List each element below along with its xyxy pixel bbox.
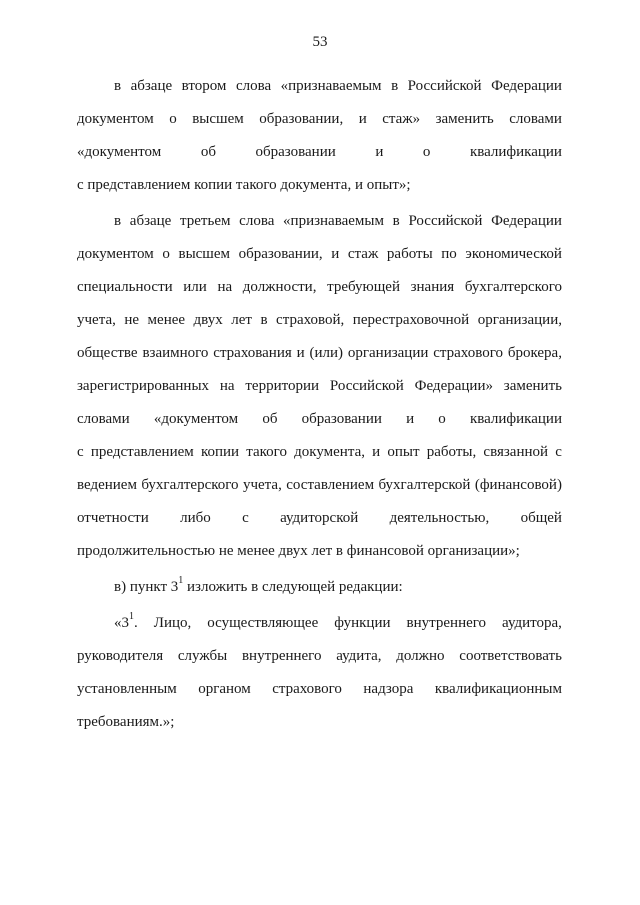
word: Федерации: [491, 78, 562, 94]
word: копии: [200, 444, 240, 460]
word: установленным: [77, 681, 177, 697]
word: абзаце: [130, 78, 173, 94]
paragraph-group: [77, 70, 562, 568]
text-line: [77, 205, 562, 238]
word: (или): [309, 345, 344, 361]
word: о: [169, 111, 177, 127]
word: организации,: [477, 312, 562, 328]
word: или: [183, 279, 207, 295]
word: бухгалтерской: [378, 477, 471, 493]
word: документом: [77, 246, 154, 262]
word: общей: [520, 510, 562, 526]
word: опыт: [387, 444, 420, 460]
word: органом: [198, 681, 251, 697]
word: втором: [181, 78, 227, 94]
word: руководителя: [77, 648, 164, 664]
word: требующей: [327, 279, 400, 295]
word: страховой,: [276, 312, 345, 328]
word: либо: [180, 510, 211, 526]
word: специальности: [77, 279, 173, 295]
text-line: [77, 370, 562, 403]
item-line: [77, 571, 562, 604]
text-line: [77, 673, 562, 706]
word: отчетности: [77, 510, 149, 526]
word: образовании: [301, 411, 382, 427]
text-line: [77, 304, 562, 337]
word: об: [200, 144, 216, 160]
word: перестраховочной: [352, 312, 470, 328]
word: Российской: [407, 78, 482, 94]
word: страхового: [272, 681, 342, 697]
word: бухгалтерского: [141, 477, 239, 493]
word: брокера,: [507, 345, 562, 361]
word: о: [438, 411, 446, 427]
word: на: [217, 279, 233, 295]
word: по: [441, 246, 457, 262]
quote-continuation: [77, 640, 562, 739]
word: службы: [177, 648, 228, 664]
word: в: [391, 78, 399, 94]
word: Лицо,: [153, 615, 192, 631]
word: функции: [334, 615, 391, 631]
quote-lead: «$3^1$.: [114, 611, 138, 631]
word: документа,: [294, 444, 365, 460]
word: образовании,: [259, 111, 344, 127]
word: «признаваемым: [280, 78, 382, 94]
word: внутреннего: [406, 615, 487, 631]
word: стаж: [347, 246, 379, 262]
word: о: [422, 144, 431, 160]
quote-first-line: [77, 607, 562, 640]
word: работы: [386, 246, 433, 262]
word: об: [262, 411, 278, 427]
word: с представлением копии такого документа, и опыт»;: [77, 177, 411, 193]
word: на: [219, 378, 235, 394]
word: продолжительностью не менее двух лет в финансовой организации»;: [77, 543, 520, 559]
word: «документом: [153, 411, 239, 427]
word: не: [124, 312, 140, 328]
word: высшем: [178, 246, 231, 262]
word: заменить: [503, 378, 562, 394]
text-line: [77, 238, 562, 271]
word: ведением: [77, 477, 137, 493]
word: зарегистрированных: [77, 378, 210, 394]
word: и: [358, 111, 367, 127]
word: составлением: [286, 477, 375, 493]
item-superscript: 1: [178, 575, 184, 586]
text-line: [77, 535, 562, 568]
word: квалификации: [469, 144, 562, 160]
word: соответствовать: [459, 648, 562, 664]
word: осуществляющее: [207, 615, 319, 631]
word: о: [162, 246, 170, 262]
word: должно: [396, 648, 445, 664]
word: Федерации: [491, 213, 562, 229]
word: заменить: [435, 111, 494, 127]
word: «признаваемым: [283, 213, 384, 229]
text-line: [77, 271, 562, 304]
word: страхования: [213, 345, 292, 361]
word: абзаце: [129, 213, 172, 229]
word: высшем: [192, 111, 244, 127]
word: бухгалтерского: [464, 279, 562, 295]
word: требованиям.»;: [77, 714, 175, 730]
word: с: [555, 444, 562, 460]
word: с: [77, 444, 84, 460]
text-line: [77, 103, 562, 136]
word: документом: [77, 111, 154, 127]
item-suffix: изложить в следующей редакции:: [183, 579, 403, 595]
word: в: [392, 213, 400, 229]
word: надзора: [363, 681, 414, 697]
word: и: [372, 444, 381, 460]
text-line: [77, 706, 562, 739]
word: словами: [77, 411, 130, 427]
word: стаж»: [382, 111, 421, 127]
text-line: [77, 337, 562, 370]
page-number: 53: [312, 34, 328, 50]
word: лет: [231, 312, 252, 328]
word: аудитора,: [502, 615, 562, 631]
word: Российской: [329, 378, 404, 394]
word: с: [242, 510, 249, 526]
word: третьем: [180, 213, 231, 229]
word: образовании,: [238, 246, 323, 262]
word: экономической: [465, 246, 562, 262]
word: аудиторской: [280, 510, 359, 526]
word: страхового: [433, 345, 503, 361]
word: аудита,: [336, 648, 382, 664]
word: словами: [509, 111, 562, 127]
word: знания: [410, 279, 455, 295]
word: работы,: [426, 444, 477, 460]
word: деятельностью,: [389, 510, 490, 526]
word: взаимного: [142, 345, 209, 361]
word: представлением: [90, 444, 194, 460]
document-body: [77, 70, 562, 739]
text-line: [77, 640, 562, 673]
word: связанной: [483, 444, 549, 460]
word: и: [296, 345, 305, 361]
word: должности,: [242, 279, 317, 295]
word: территории: [245, 378, 320, 394]
word: менее: [147, 312, 186, 328]
word: в: [114, 78, 122, 94]
text-line: [77, 502, 562, 535]
word: организации: [347, 345, 429, 361]
word: такого: [246, 444, 287, 460]
text-line: [77, 70, 562, 103]
word: «документом: [77, 144, 162, 160]
word: обществе: [77, 345, 138, 361]
word: Российской: [408, 213, 483, 229]
word: внутреннего: [241, 648, 322, 664]
word: образовании: [255, 144, 336, 160]
word: слова: [235, 78, 272, 94]
text-line: [77, 436, 562, 469]
text-line: [77, 169, 562, 202]
word: и: [406, 411, 415, 427]
word: двух: [193, 312, 223, 328]
word: (финансовой): [474, 477, 562, 493]
item-prefix: в) пункт 3: [114, 579, 179, 595]
text-line: [77, 136, 562, 169]
word: квалификационным: [434, 681, 562, 697]
word: в: [114, 213, 122, 229]
word: и: [331, 246, 340, 262]
text-line: [77, 403, 562, 436]
word: в: [260, 312, 268, 328]
text-line: [77, 469, 562, 502]
word: и: [375, 144, 384, 160]
word: слова: [239, 213, 275, 229]
word: учета,: [242, 477, 282, 493]
word: учета,: [77, 312, 116, 328]
word: Федерации»: [414, 378, 493, 394]
word: квалификации: [469, 411, 562, 427]
